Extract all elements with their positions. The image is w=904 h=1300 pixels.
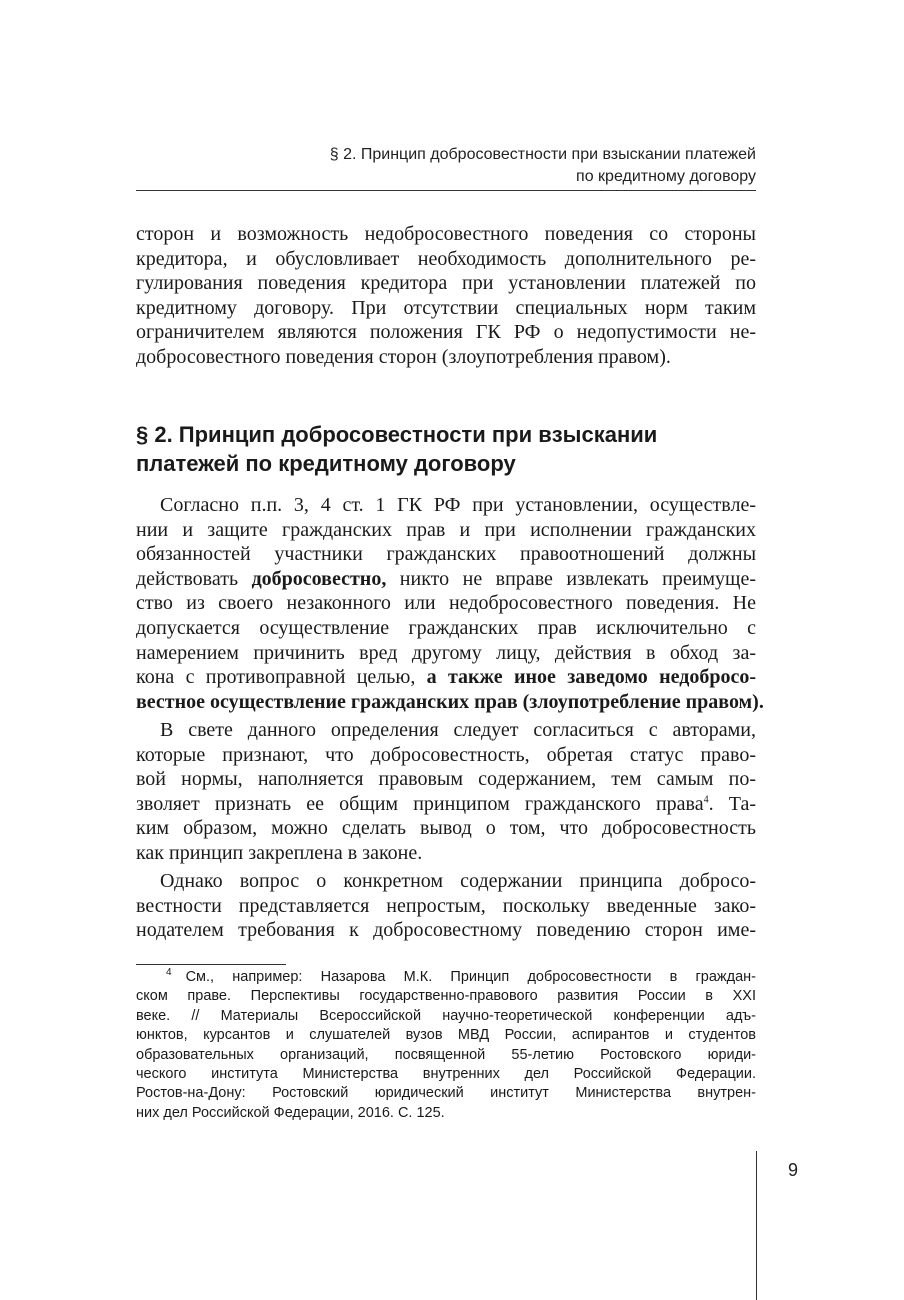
running-header-line: по кредитному договору [576,168,756,185]
text-line: вой нормы, наполняется правовым содержанием, тем самым по- [136,768,756,791]
footnote-reference[interactable]: 4 [703,794,709,806]
running-header [136,144,756,188]
text-run: никто не вправе извлекать преимуще- [386,567,756,590]
text-line [136,665,756,690]
text-run: См., например: Назарова М.К. Принцип добросовестности в граждан- [185,969,756,985]
text-line: нодателем требования к добросовестному поведению сторон име- [136,919,756,942]
text-run: кона с противоправной целью, [136,666,427,689]
paragraph-authors [136,718,756,866]
text-line [136,968,756,987]
text-line [136,567,756,592]
text-line: нии и защите гражданских прав и при исполнении гражданских [136,518,756,541]
text-line: ческого института Министерства внутренних дел Российской Федерации. [136,1066,756,1083]
text-line: них дел Российской Федерации, 2016. С. 125. [136,1104,445,1121]
text-line: веке. // Материалы Всероссийской научно-теоретической конференции адъ- [136,1007,756,1024]
text-line: образовательных организаций, посвященной 55-летию Ростовского юриди- [136,1046,756,1063]
text-line: вестности представляется непростым, поскольку введенные зако- [136,894,756,917]
text-line: намерением причинить вред другому лицу, действия в обход за- [136,641,756,664]
text-line: Согласно п.п. 3, 4 ст. 1 ГК РФ при установлении, осуществле- [160,494,756,516]
text-run: зволяет признать ее общим принципом гражданского права [136,792,704,815]
text-run: . Та- [708,792,756,815]
section-heading-line: платежей по кредитному договору [136,451,516,476]
page-number: 9 [788,1160,799,1180]
text-line: Ростов-на-Дону: Ростовский юридический институт Министерства внутрен- [136,1085,756,1102]
paragraph-good-faith-definition [136,493,764,714]
text-line: допускается осуществление гражданских прав исключительно с [136,616,756,639]
text-line: которые признают, что добросовестность, обретая статус право- [136,743,756,766]
text-line: кредитному договору. При отсутствии специальных норм таким [136,296,756,319]
text-line: ство из своего незаконного или недобросовестного поведения. Не [136,592,756,615]
text-line: Однако вопрос о конкретном содержании принципа добросо- [160,870,756,892]
section-heading [136,420,756,478]
text-line: как принцип закреплена в законе. [136,841,423,864]
text-line [136,792,756,817]
page-margin-rule [756,1151,757,1300]
text-line: ском праве. Перспективы государственно-правового развития России в XXI [136,988,756,1005]
paragraph-content-question [136,869,756,943]
text-line: ограничителем являются положения ГК РФ о недопустимости не- [136,321,756,344]
text-line: добросовестного поведения сторон (злоупотребления правом). [136,345,671,368]
section-heading-line: § 2. Принцип добросовестности при взыскании [136,422,658,447]
intro-paragraph [136,222,756,370]
text-run: действовать [136,567,252,590]
running-header-line: § 2. Принцип добросовестности при взыскании платежей [329,146,756,163]
text-line: юнктов, курсантов и слушателей вузов МВД России, аспирантов и студентов [136,1027,756,1044]
text-line: гулирования поведения кредитора при установлении платежей по [136,272,756,295]
header-rule [136,190,756,191]
bold-term: вестное осуществление гражданских прав (злоупотребление правом). [136,690,764,713]
text-line: кредитора, и обусловливает необходимость дополнительного ре- [136,247,756,270]
footnote-number: 4 [166,967,172,979]
text-line [136,690,764,715]
footnote [136,968,756,1123]
text-line: сторон и возможность недобросовестного поведения со стороны [136,223,756,245]
bold-term: а также иное заведомо недобросо- [426,666,756,689]
text-line: обязанностей участники гражданских правоотношений должны [136,543,756,566]
text-line: В свете данного определения следует согласиться с авторами, [160,719,756,741]
text-line: ким образом, можно сделать вывод о том, что добросовестность [136,817,756,840]
footnote-rule [136,964,286,965]
bold-term: добросовестно, [251,567,387,590]
